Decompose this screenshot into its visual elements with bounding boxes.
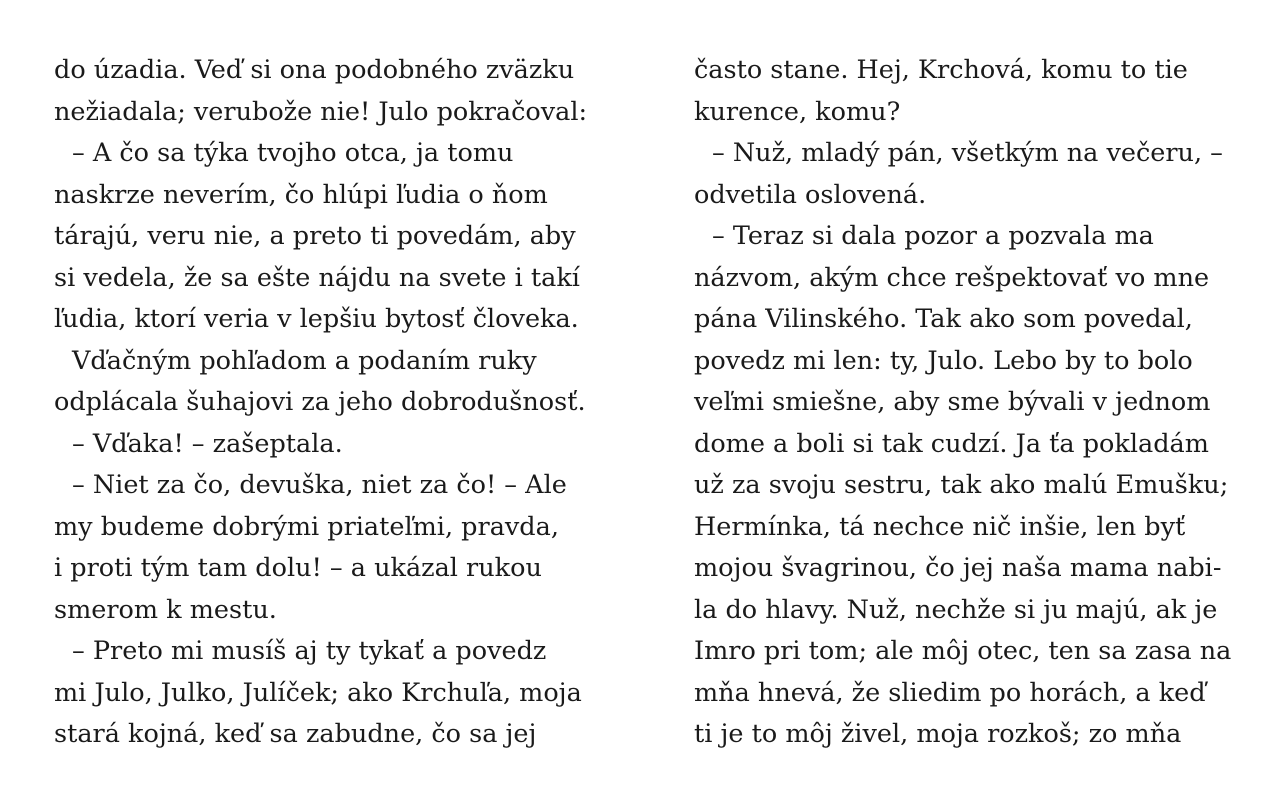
text-line: dome a boli si tak cudzí. Ja ťa pokladám: [694, 428, 1209, 459]
text-line: nežiadala; verubože nie! Julo pokračoval:: [54, 96, 588, 127]
text-line: pána Vilinského. Tak ako som povedal,: [694, 304, 1193, 334]
text-line: – A čo sa týka tvojho otca, ja tomu: [72, 138, 514, 168]
text-line: mi Julo, Julko, Julíček; ako Krchuľa, moja: [54, 677, 582, 708]
text-line: – Teraz si dala pozor a pozvala ma: [712, 221, 1154, 251]
text-line: i proti tým tam dolu! – a ukázal rukou: [54, 553, 542, 583]
text-line: do úzadia. Veď si ona podobného zväzku: [54, 55, 575, 85]
text-line: – Nuž, mladý pán, všetkým na večeru, –: [712, 138, 1223, 168]
text-line: názvom, akým chce rešpektovať vo mne: [694, 262, 1210, 293]
text-line: často stane. Hej, Krchová, komu to tie: [694, 55, 1188, 85]
text-line: už za svoju sestru, tak ako malú Emušku;: [694, 470, 1229, 500]
right-page: [694, 50, 1239, 756]
text-line: – Niet za čo, devuška, niet za čo! – Ale: [72, 470, 567, 500]
text-line: – Preto mi musíš aj ty tykať a povedz: [72, 636, 547, 666]
left-page: [54, 50, 599, 756]
text-line: – Vďaka! – zašeptala.: [72, 428, 343, 459]
text-line: Imro pri tom; ale môj otec, ten sa zasa na: [694, 636, 1232, 666]
text-line: naskrze neverím, čo hlúpi ľudia o ňom: [54, 179, 548, 210]
text-line: la do hlavy. Nuž, nechže si ju majú, ak je: [694, 594, 1218, 625]
text-line: si vedela, že sa ešte nájdu na svete i takí: [54, 262, 580, 293]
text-line: povedz mi len: ty, Julo. Lebo by to bolo: [694, 345, 1193, 376]
text-line: stará kojná, keď sa zabudne, čo sa jej: [54, 719, 537, 749]
text-line: Vďačným pohľadom a podaním ruky: [72, 345, 537, 376]
text-line: tárajú, veru nie, a preto ti povedám, aby: [54, 221, 576, 251]
text-line: odplácala šuhajovi za jeho dobrodušnosť.: [54, 387, 586, 417]
text-line: odvetila oslovená.: [694, 179, 927, 210]
text-line: ti je to môj živel, moja rozkoš; zo mňa: [694, 719, 1182, 749]
text-line: my budeme dobrými priateľmi, pravda,: [54, 511, 559, 542]
text-line: veľmi smiešne, aby sme bývali v jednom: [694, 387, 1211, 417]
text-line: smerom k mestu.: [54, 594, 277, 625]
text-line: kurence, komu?: [694, 96, 901, 127]
text-line: mojou švagrinou, čo jej naša mama nabi-: [694, 553, 1222, 583]
text-line: mňa hnevá, že sliedim po horách, a keď: [694, 677, 1206, 708]
text-line: ľudia, ktorí veria v lepšiu bytosť človeka.: [54, 304, 579, 334]
text-line: Hermínka, tá nechce nič inšie, len byť: [694, 511, 1186, 542]
